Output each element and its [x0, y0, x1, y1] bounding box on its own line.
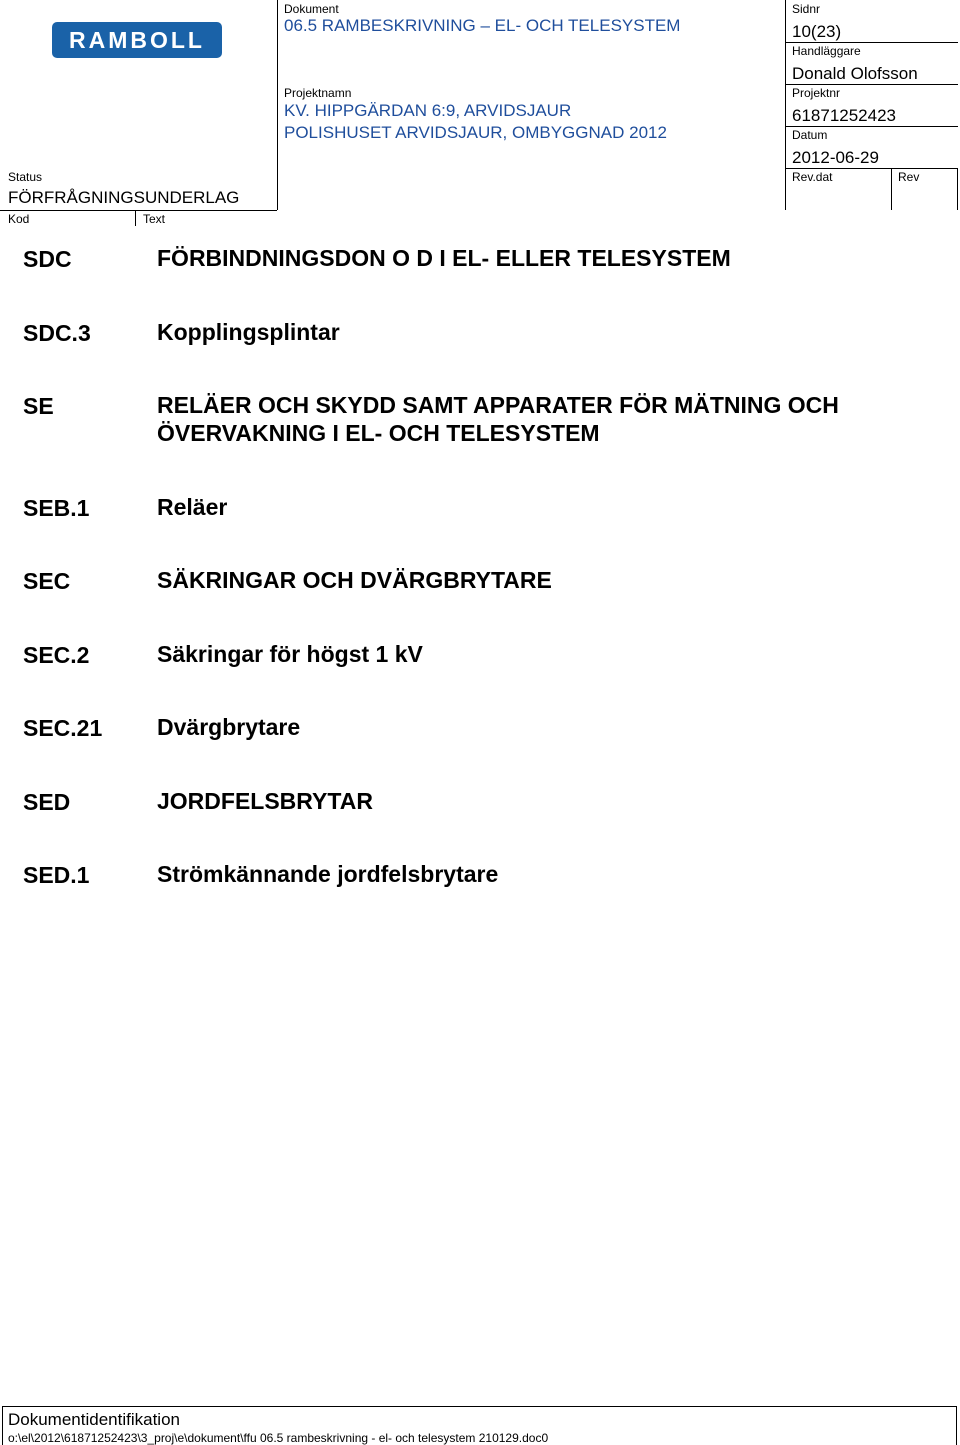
datum-value: 2012-06-29: [792, 148, 879, 167]
entry-code: SEC: [23, 568, 71, 594]
entry-text: Strömkännande jordfelsbrytare: [157, 861, 499, 887]
entry-text: SÄKRINGAR OCH DVÄRGBRYTARE: [157, 567, 552, 593]
header-rule-datum: [785, 168, 958, 169]
header-rule-vertical-right: [785, 0, 786, 210]
projektnr-label: Projektnr: [792, 86, 841, 100]
status-value: FÖRFRÅGNINGSUNDERLAG: [8, 188, 240, 207]
entry-code: SDC: [23, 246, 72, 272]
entry-code: SEC.21: [23, 715, 103, 741]
footer-label: Dokumentidentifikation: [8, 1410, 180, 1429]
footer-rule-left: [2, 1406, 3, 1445]
entry-text: Kopplingsplintar: [157, 319, 340, 345]
header-rule-rev-vertical: [891, 168, 892, 210]
footer-rule-top: [2, 1406, 957, 1407]
handlaggare-label: Handläggare: [792, 44, 861, 58]
entry-code: SED.1: [23, 862, 90, 888]
entry-text: RELÄER OCH SKYDD SAMT APPARATER FÖR MÄTNING OCH: [157, 392, 839, 418]
header-rule-vertical-left: [277, 0, 278, 210]
text-label: Text: [143, 212, 166, 226]
projektnr-value: 61871252423: [792, 106, 897, 125]
footer-rule-right: [956, 1406, 957, 1445]
projektnamn-line2: POLISHUSET ARVIDSJAUR, OMBYGGNAD 2012: [284, 123, 667, 142]
entry-code: SED: [23, 789, 71, 815]
projektnamn-label: Projektnamn: [284, 86, 352, 100]
footer-path: o:\el\2012\61871252423\3_proj\e\dokument\ffu 06.5 rambeskrivning - el- och telesystem 210129.doc0: [8, 1431, 549, 1445]
status-label: Status: [8, 170, 43, 184]
header-rule-projektnr: [785, 126, 958, 127]
handlaggare-value: Donald Olofsson: [792, 64, 918, 83]
header-rule-handlaggare: [785, 84, 958, 85]
entry-text: Säkringar för högst 1 kV: [157, 641, 423, 667]
entry-code: SE: [23, 393, 54, 419]
ramboll-logo: RAMBOLL: [52, 22, 222, 58]
entry-code: SDC.3: [23, 320, 91, 346]
entry-text: Reläer: [157, 494, 228, 520]
entry-text: FÖRBINDNINGSDON O D I EL- ELLER TELESYSTEM: [157, 245, 731, 271]
entry-text: Dvärgbrytare: [157, 714, 301, 740]
kod-label: Kod: [8, 212, 30, 226]
dokument-value: 06.5 RAMBESKRIVNING – EL- OCH TELESYSTEM: [284, 16, 681, 35]
header-rule-sidnr: [785, 42, 958, 43]
projektnamn-line1: KV. HIPPGÄRDAN 6:9, ARVIDSJAUR: [284, 101, 572, 120]
header-rule-right-edge: [957, 168, 958, 210]
entry-code: SEC.2: [23, 642, 90, 668]
rev-label: Rev: [898, 170, 920, 184]
header-rule-kod-divider: [135, 210, 136, 226]
header-rule-kod: [0, 210, 277, 211]
sidnr-value: 10(23): [792, 22, 842, 41]
entry-text: JORDFELSBRYTAR: [157, 788, 373, 814]
entry-text-line2: ÖVERVAKNING I EL- OCH TELESYSTEM: [157, 420, 600, 446]
dokument-label: Dokument: [284, 2, 339, 16]
datum-label: Datum: [792, 128, 828, 142]
sidnr-label: Sidnr: [792, 2, 821, 16]
revdat-label: Rev.dat: [792, 170, 833, 184]
entry-code: SEB.1: [23, 495, 90, 521]
